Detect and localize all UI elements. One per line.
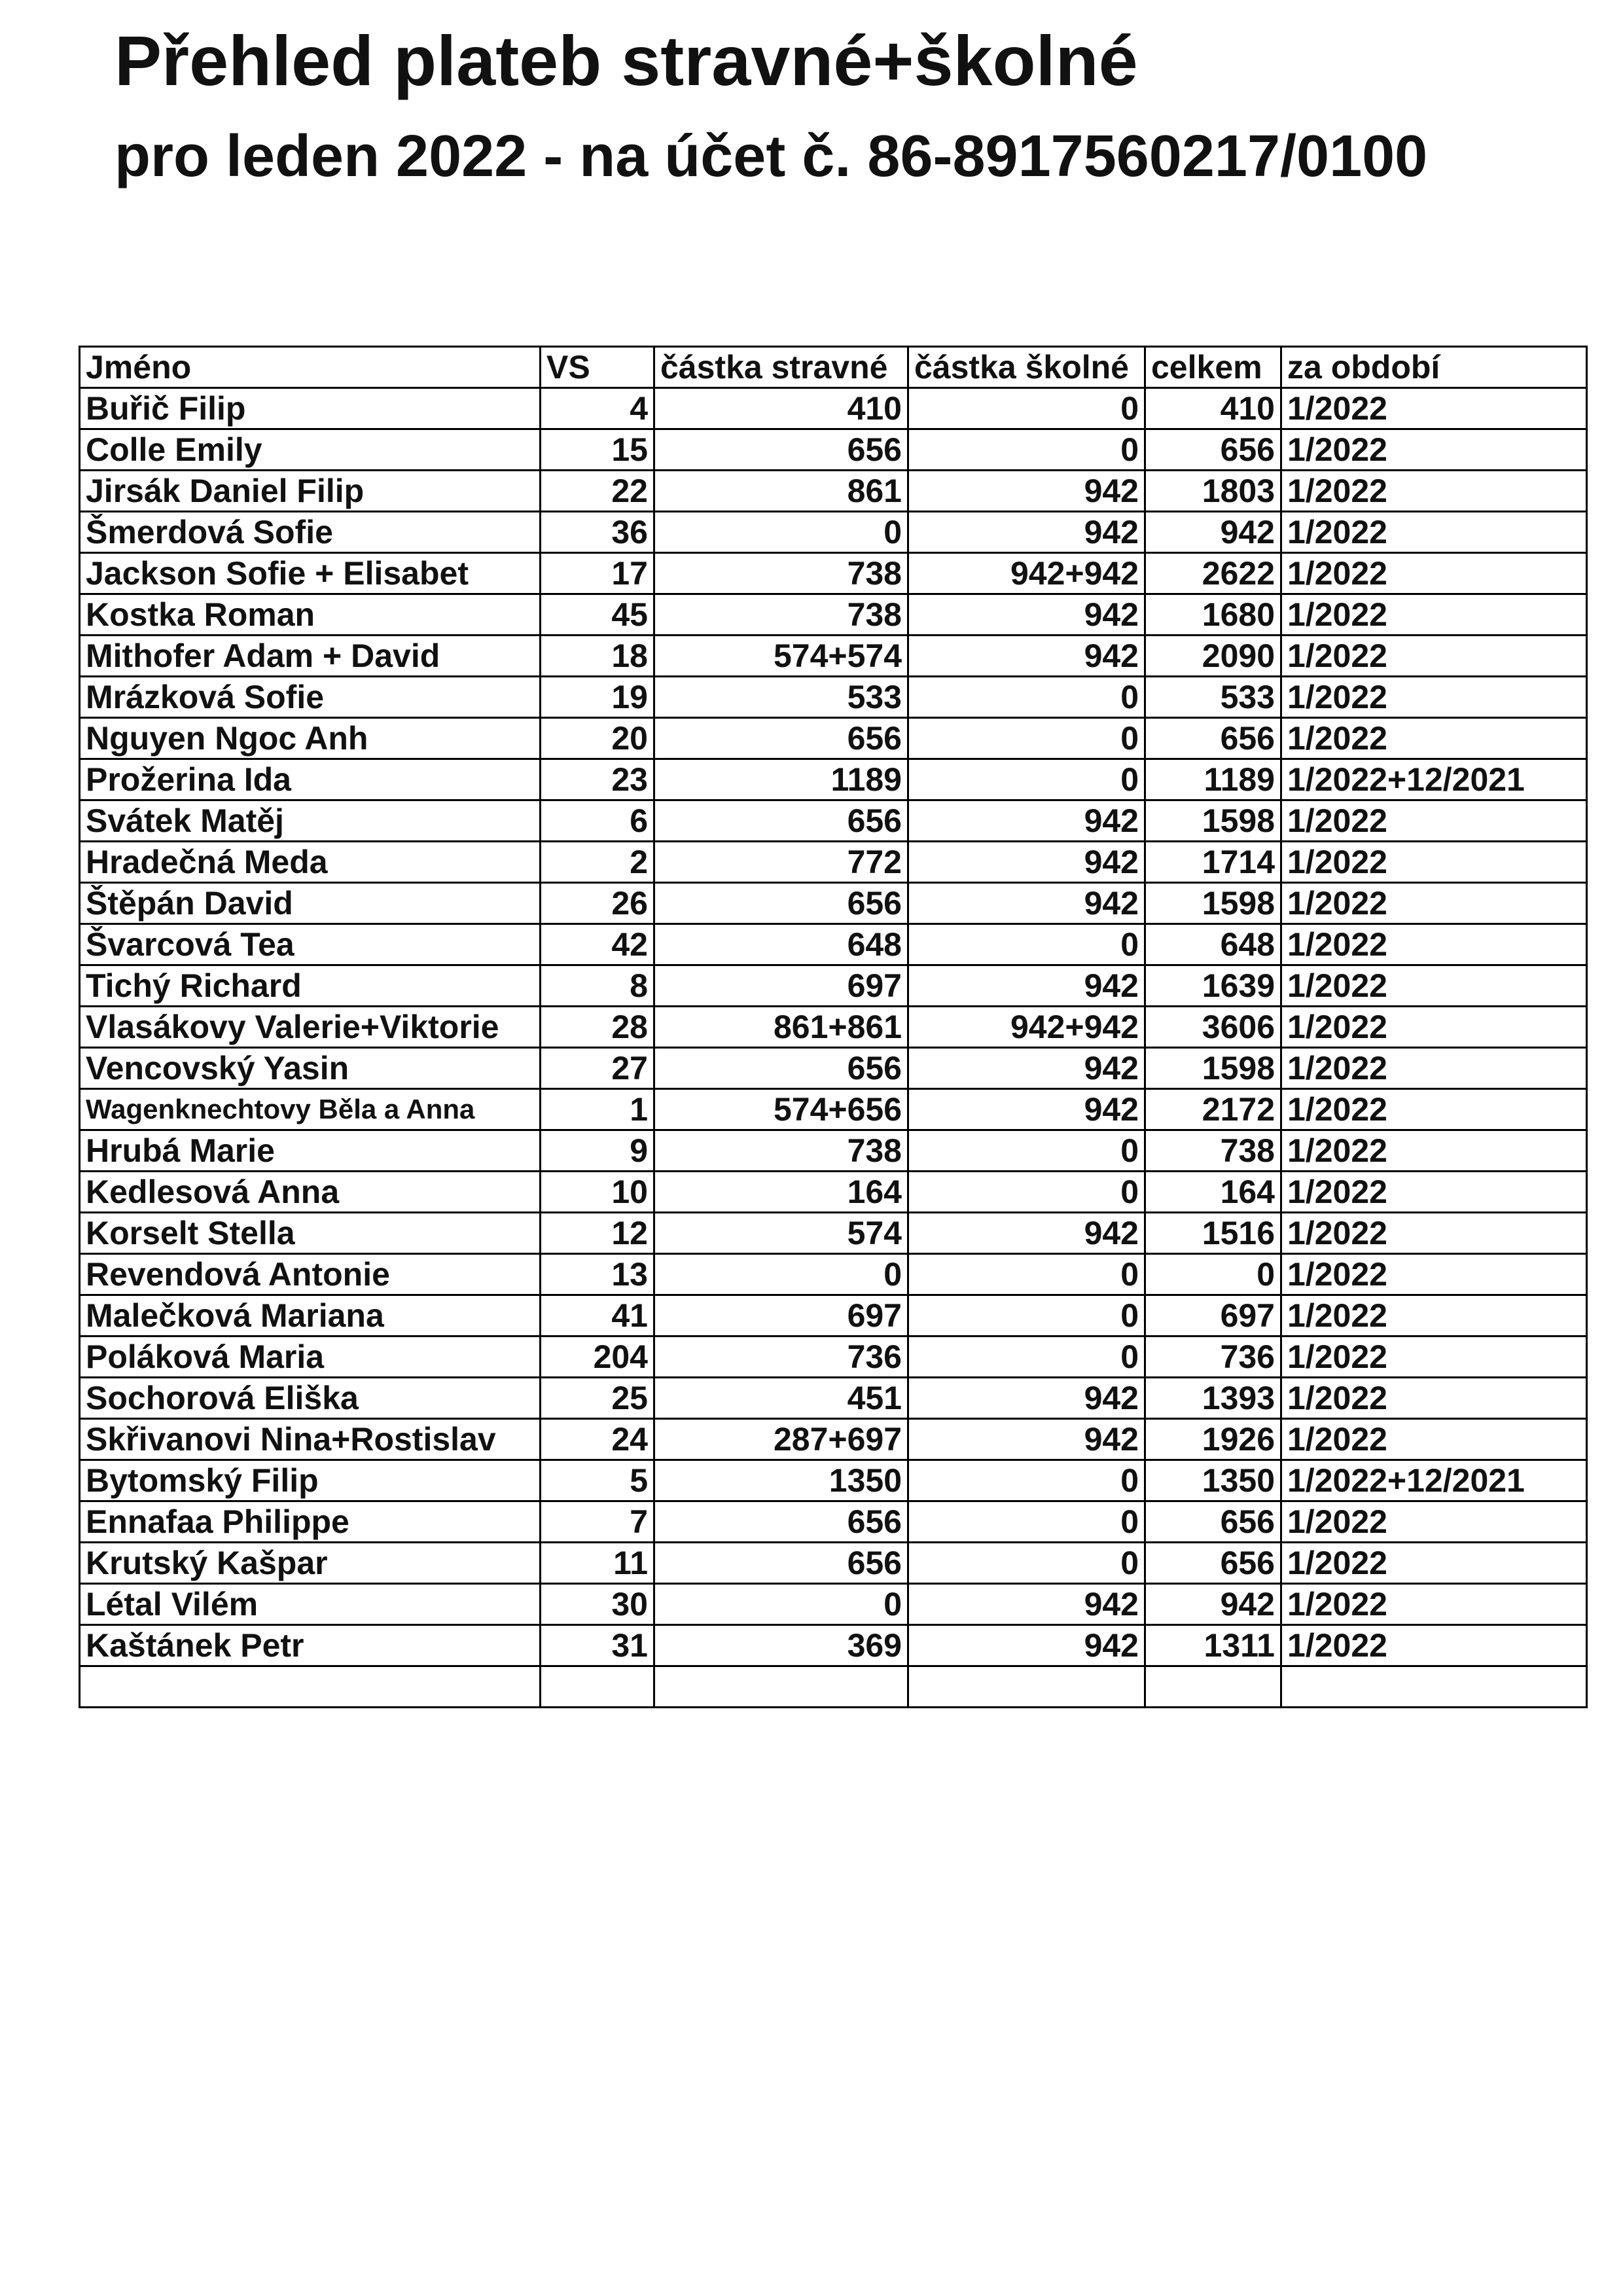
cell-skolne: 0: [908, 1460, 1145, 1501]
cell-strava: 656: [654, 1048, 908, 1089]
cell-vs: 25: [541, 1378, 654, 1419]
header-za-obdobi: za období: [1281, 347, 1587, 388]
cell-vs: 26: [541, 883, 654, 924]
header-celkem: celkem: [1145, 347, 1281, 388]
cell-strava: 410: [654, 388, 908, 429]
cell-celkem: 1189: [1145, 759, 1281, 800]
cell-vs: 24: [541, 1419, 654, 1460]
cell-skolne: 942: [908, 1378, 1145, 1419]
table-row: [80, 1130, 1587, 1172]
cell-vs: 12: [541, 1213, 654, 1254]
cell-celkem: 648: [1145, 924, 1281, 965]
cell-strava: 697: [654, 1295, 908, 1336]
cell-strava: 287+697: [654, 1419, 908, 1460]
cell-strava: 1350: [654, 1460, 908, 1501]
cell-vs: 9: [541, 1130, 654, 1172]
cell-strava: 1189: [654, 759, 908, 800]
cell-celkem: 533: [1145, 677, 1281, 718]
cell-strava: 861: [654, 471, 908, 512]
cell-obdobi: [1281, 1666, 1587, 1708]
cell-name: Kaštánek Petr: [80, 1625, 541, 1666]
cell-strava: 451: [654, 1378, 908, 1419]
table-row: [80, 1584, 1587, 1625]
cell-strava: 0: [654, 1584, 908, 1625]
cell-vs: 22: [541, 471, 654, 512]
cell-strava: 772: [654, 842, 908, 883]
cell-celkem: 1714: [1145, 842, 1281, 883]
cell-celkem: 2090: [1145, 636, 1281, 677]
cell-obdobi: 1/2022: [1281, 388, 1587, 429]
cell-celkem: 736: [1145, 1336, 1281, 1378]
table-header-row: [80, 347, 1587, 388]
cell-celkem: 697: [1145, 1295, 1281, 1336]
cell-vs: 6: [541, 800, 654, 842]
cell-name: Bytomský Filip: [80, 1460, 541, 1501]
cell-skolne: [908, 1666, 1145, 1708]
cell-strava: 656: [654, 883, 908, 924]
cell-skolne: 942: [908, 512, 1145, 553]
cell-name: Jackson Sofie + Elisabet: [80, 553, 541, 594]
cell-name: Švarcová Tea: [80, 924, 541, 965]
cell-vs: 28: [541, 1007, 654, 1048]
cell-strava: 738: [654, 1130, 908, 1172]
cell-strava: 533: [654, 677, 908, 718]
cell-obdobi: 1/2022: [1281, 1336, 1587, 1378]
cell-strava: 656: [654, 800, 908, 842]
cell-vs: 27: [541, 1048, 654, 1089]
cell-obdobi: 1/2022: [1281, 471, 1587, 512]
cell-obdobi: 1/2022: [1281, 1625, 1587, 1666]
table-row: [80, 429, 1587, 471]
cell-skolne: 942: [908, 800, 1145, 842]
cell-celkem: 656: [1145, 1543, 1281, 1584]
cell-obdobi: 1/2022+12/2021: [1281, 759, 1587, 800]
table-row: [80, 677, 1587, 718]
table-row: [80, 1378, 1587, 1419]
cell-celkem: 1311: [1145, 1625, 1281, 1666]
cell-vs: 13: [541, 1254, 654, 1295]
cell-skolne: 0: [908, 924, 1145, 965]
cell-celkem: 2172: [1145, 1089, 1281, 1130]
cell-celkem: 1803: [1145, 471, 1281, 512]
cell-strava: 697: [654, 965, 908, 1007]
cell-name: Kostka Roman: [80, 594, 541, 636]
cell-obdobi: 1/2022: [1281, 965, 1587, 1007]
cell-strava: 0: [654, 1254, 908, 1295]
cell-strava: 656: [654, 1501, 908, 1543]
cell-vs: 204: [541, 1336, 654, 1378]
cell-obdobi: 1/2022: [1281, 718, 1587, 759]
table-row: [80, 1543, 1587, 1584]
cell-celkem: 738: [1145, 1130, 1281, 1172]
table-row: [80, 1048, 1587, 1089]
cell-vs: 42: [541, 924, 654, 965]
table-row: [80, 636, 1587, 677]
header-castka-stravne: částka stravné: [654, 347, 908, 388]
table-row-empty: [80, 1666, 1587, 1708]
cell-obdobi: 1/2022: [1281, 924, 1587, 965]
cell-strava: 648: [654, 924, 908, 965]
cell-name: Mrázková Sofie: [80, 677, 541, 718]
cell-name: Sochorová Eliška: [80, 1378, 541, 1419]
cell-celkem: 1350: [1145, 1460, 1281, 1501]
cell-obdobi: 1/2022: [1281, 1501, 1587, 1543]
cell-strava: 861+861: [654, 1007, 908, 1048]
cell-obdobi: 1/2022: [1281, 636, 1587, 677]
cell-name: Krutský Kašpar: [80, 1543, 541, 1584]
header-vs: VS: [541, 347, 654, 388]
cell-skolne: 0: [908, 718, 1145, 759]
table-row: [80, 965, 1587, 1007]
cell-vs: 15: [541, 429, 654, 471]
cell-name: Vencovský Yasin: [80, 1048, 541, 1089]
cell-name: Ennafaa Philippe: [80, 1501, 541, 1543]
cell-name: Štěpán David: [80, 883, 541, 924]
cell-name: Poláková Maria: [80, 1336, 541, 1378]
cell-skolne: 942: [908, 842, 1145, 883]
cell-obdobi: 1/2022: [1281, 512, 1587, 553]
cell-vs: [541, 1666, 654, 1708]
cell-skolne: 0: [908, 1172, 1145, 1213]
cell-vs: 36: [541, 512, 654, 553]
cell-celkem: 164: [1145, 1172, 1281, 1213]
cell-obdobi: 1/2022+12/2021: [1281, 1460, 1587, 1501]
table-row: [80, 1625, 1587, 1666]
table-row: [80, 842, 1587, 883]
cell-name: Revendová Antonie: [80, 1254, 541, 1295]
table-row: [80, 924, 1587, 965]
cell-skolne: 942: [908, 471, 1145, 512]
cell-name: Svátek Matěj: [80, 800, 541, 842]
cell-obdobi: 1/2022: [1281, 1172, 1587, 1213]
cell-obdobi: 1/2022: [1281, 1419, 1587, 1460]
table-row: [80, 1336, 1587, 1378]
cell-skolne: 942: [908, 594, 1145, 636]
cell-obdobi: 1/2022: [1281, 1048, 1587, 1089]
cell-skolne: 942: [908, 883, 1145, 924]
cell-obdobi: 1/2022: [1281, 1213, 1587, 1254]
cell-celkem: 1516: [1145, 1213, 1281, 1254]
cell-name: Tichý Richard: [80, 965, 541, 1007]
cell-vs: 45: [541, 594, 654, 636]
cell-vs: 20: [541, 718, 654, 759]
cell-obdobi: 1/2022: [1281, 1007, 1587, 1048]
cell-skolne: 0: [908, 1543, 1145, 1584]
cell-strava: 656: [654, 718, 908, 759]
cell-obdobi: 1/2022: [1281, 800, 1587, 842]
cell-strava: 738: [654, 594, 908, 636]
cell-celkem: 410: [1145, 388, 1281, 429]
cell-vs: 41: [541, 1295, 654, 1336]
cell-obdobi: 1/2022: [1281, 677, 1587, 718]
cell-obdobi: 1/2022: [1281, 1295, 1587, 1336]
cell-strava: 574+656: [654, 1089, 908, 1130]
cell-strava: 574: [654, 1213, 908, 1254]
table-row: [80, 1419, 1587, 1460]
cell-skolne: 942+942: [908, 553, 1145, 594]
cell-vs: 2: [541, 842, 654, 883]
cell-strava: 0: [654, 512, 908, 553]
cell-strava: 656: [654, 429, 908, 471]
cell-skolne: 0: [908, 1130, 1145, 1172]
cell-skolne: 0: [908, 1254, 1145, 1295]
cell-celkem: 1598: [1145, 883, 1281, 924]
cell-obdobi: 1/2022: [1281, 1378, 1587, 1419]
cell-skolne: 942: [908, 1419, 1145, 1460]
cell-strava: 656: [654, 1543, 908, 1584]
cell-vs: 1: [541, 1089, 654, 1130]
table-row: [80, 388, 1587, 429]
cell-vs: 31: [541, 1625, 654, 1666]
cell-celkem: 3606: [1145, 1007, 1281, 1048]
table-row: [80, 1501, 1587, 1543]
cell-skolne: 942: [908, 1625, 1145, 1666]
cell-celkem: 0: [1145, 1254, 1281, 1295]
cell-celkem: 942: [1145, 1584, 1281, 1625]
cell-strava: 738: [654, 553, 908, 594]
cell-obdobi: 1/2022: [1281, 1543, 1587, 1584]
cell-skolne: 0: [908, 388, 1145, 429]
cell-name: Nguyen Ngoc Anh: [80, 718, 541, 759]
cell-name: Buřič Filip: [80, 388, 541, 429]
cell-name: Jirsák Daniel Filip: [80, 471, 541, 512]
document-subtitle: pro leden 2022 - na účet č. 86-8917560217/0100: [115, 124, 1428, 189]
table-row: [80, 718, 1587, 759]
cell-name: [80, 1666, 541, 1708]
cell-skolne: 942: [908, 1089, 1145, 1130]
cell-celkem: [1145, 1666, 1281, 1708]
cell-name: Korselt Stella: [80, 1213, 541, 1254]
cell-skolne: 942: [908, 1048, 1145, 1089]
cell-skolne: 0: [908, 429, 1145, 471]
table-body: [80, 388, 1587, 1708]
cell-name: Vlasákovy Valerie+Viktorie: [80, 1007, 541, 1048]
cell-name: Hrubá Marie: [80, 1130, 541, 1172]
cell-vs: 4: [541, 388, 654, 429]
cell-name: Kedlesová Anna: [80, 1172, 541, 1213]
header-castka-skolne: částka školné: [908, 347, 1145, 388]
cell-obdobi: 1/2022: [1281, 883, 1587, 924]
table-row: [80, 883, 1587, 924]
cell-strava: [654, 1666, 908, 1708]
cell-celkem: 656: [1145, 1501, 1281, 1543]
cell-vs: 7: [541, 1501, 654, 1543]
cell-strava: 736: [654, 1336, 908, 1378]
cell-celkem: 656: [1145, 429, 1281, 471]
cell-vs: 23: [541, 759, 654, 800]
cell-celkem: 1639: [1145, 965, 1281, 1007]
cell-obdobi: 1/2022: [1281, 429, 1587, 471]
cell-name: Skřivanovi Nina+Rostislav: [80, 1419, 541, 1460]
cell-obdobi: 1/2022: [1281, 842, 1587, 883]
document-title: Přehled plateb stravné+školné: [115, 21, 1138, 100]
cell-vs: 17: [541, 553, 654, 594]
table-row: [80, 800, 1587, 842]
cell-strava: 164: [654, 1172, 908, 1213]
cell-skolne: 0: [908, 1336, 1145, 1378]
cell-obdobi: 1/2022: [1281, 1130, 1587, 1172]
cell-celkem: 656: [1145, 718, 1281, 759]
table-row: [80, 759, 1587, 800]
cell-skolne: 942+942: [908, 1007, 1145, 1048]
cell-name: Létal Vilém: [80, 1584, 541, 1625]
cell-obdobi: 1/2022: [1281, 1254, 1587, 1295]
cell-skolne: 0: [908, 759, 1145, 800]
cell-celkem: 1393: [1145, 1378, 1281, 1419]
cell-celkem: 1680: [1145, 594, 1281, 636]
payments-table: [79, 346, 1588, 1708]
table-row: [80, 512, 1587, 553]
cell-vs: 19: [541, 677, 654, 718]
cell-name: Prožerina Ida: [80, 759, 541, 800]
cell-name: Colle Emily: [80, 429, 541, 471]
cell-vs: 11: [541, 1543, 654, 1584]
cell-celkem: 942: [1145, 512, 1281, 553]
cell-vs: 5: [541, 1460, 654, 1501]
cell-name: Mithofer Adam + David: [80, 636, 541, 677]
header-jmeno: Jméno: [80, 347, 541, 388]
cell-name: Malečková Mariana: [80, 1295, 541, 1336]
table-row: [80, 594, 1587, 636]
cell-obdobi: 1/2022: [1281, 1089, 1587, 1130]
cell-vs: 30: [541, 1584, 654, 1625]
cell-vs: 8: [541, 965, 654, 1007]
cell-skolne: 942: [908, 965, 1145, 1007]
cell-celkem: 1598: [1145, 1048, 1281, 1089]
cell-celkem: 1598: [1145, 800, 1281, 842]
table-row: [80, 1007, 1587, 1048]
cell-strava: 574+574: [654, 636, 908, 677]
table-row: [80, 1172, 1587, 1213]
table-row: [80, 1254, 1587, 1295]
cell-skolne: 0: [908, 1501, 1145, 1543]
table-row: [80, 1295, 1587, 1336]
table-row: [80, 1213, 1587, 1254]
cell-vs: 18: [541, 636, 654, 677]
table-row: [80, 1460, 1587, 1501]
cell-vs: 10: [541, 1172, 654, 1213]
cell-celkem: 1926: [1145, 1419, 1281, 1460]
cell-skolne: 942: [908, 636, 1145, 677]
table-row: [80, 1089, 1587, 1130]
cell-obdobi: 1/2022: [1281, 1584, 1587, 1625]
cell-name: Wagenknechtovy Běla a Anna: [80, 1089, 541, 1130]
cell-name: Šmerdová Sofie: [80, 512, 541, 553]
cell-skolne: 0: [908, 677, 1145, 718]
cell-obdobi: 1/2022: [1281, 553, 1587, 594]
cell-skolne: 942: [908, 1584, 1145, 1625]
cell-strava: 369: [654, 1625, 908, 1666]
cell-skolne: 0: [908, 1295, 1145, 1336]
table-row: [80, 553, 1587, 594]
cell-celkem: 2622: [1145, 553, 1281, 594]
cell-obdobi: 1/2022: [1281, 594, 1587, 636]
cell-skolne: 942: [908, 1213, 1145, 1254]
table-row: [80, 471, 1587, 512]
cell-name: Hradečná Meda: [80, 842, 541, 883]
